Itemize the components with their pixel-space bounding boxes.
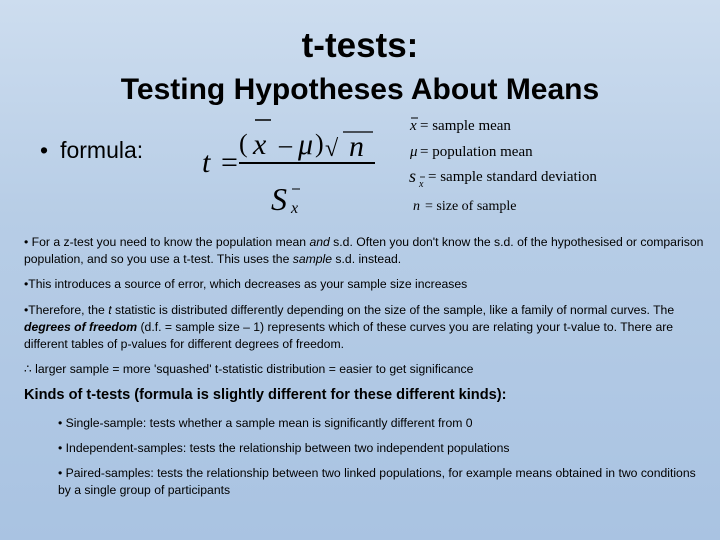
formula-equals: = <box>221 146 238 179</box>
formula-denominator-s: S <box>271 181 287 217</box>
formula-open-paren: ( <box>239 129 248 158</box>
p1-sample: sample <box>292 252 333 266</box>
p3-text-c: (d.f. = sample size – 1) represents which of these curves you are relating your t-value to. There are different tables of p-values for different degrees of freedom. <box>24 320 674 351</box>
kind-paired-samples: • Paired-samples: tests the relationship between two linked populations, for example means obtained in two conditions by a single group of participants <box>58 466 696 497</box>
p1-text-a: For a z-test you need to know the population mean <box>28 235 310 249</box>
formula-denominator-sub: x <box>291 200 299 217</box>
legend-xbar-symbol: x <box>410 118 417 134</box>
p1-text-c: s.d. instead. <box>332 252 402 266</box>
p3-dof: degrees of freedom <box>24 320 138 334</box>
slide-subtitle: Testing Hypotheses About Means <box>120 73 600 106</box>
sqrt-icon: √ <box>325 136 339 162</box>
legend-mu-symbol: μ <box>410 144 418 160</box>
therefore-icon: ∴ <box>24 362 32 376</box>
paragraph-larger-sample <box>24 361 704 378</box>
slide-title: t-tests: <box>301 26 419 65</box>
p3-t: t <box>108 303 112 317</box>
bullet-icon: • <box>40 137 49 163</box>
formula-label-text: formula: <box>60 137 144 163</box>
p1-text-b: s.d. Often you don't know the s.d. of the hypothesised or comparison population, and so you use a t-test. This uses the <box>24 235 704 266</box>
paragraph-degrees-of-freedom <box>24 302 704 353</box>
formula-close-paren: ) <box>315 129 324 158</box>
formula-xbar: x <box>253 128 267 161</box>
legend-mu-text: = population mean <box>420 144 533 160</box>
legend-n-symbol: n <box>413 199 420 214</box>
legend-xbar-text: = sample mean <box>420 118 511 134</box>
t-test-formula <box>195 110 615 222</box>
formula-n: n <box>349 130 364 163</box>
legend-s-symbol: s <box>409 166 417 186</box>
p3-text-a: •Therefore, the <box>24 303 109 317</box>
p1-and: and <box>309 235 330 249</box>
bullet-icon: • <box>24 235 29 249</box>
formula-mu: μ <box>298 128 314 161</box>
kind-single-sample: • Single-sample: tests whether a sample mean is significantly different from 0 <box>58 416 473 430</box>
paragraph-source-of-error: •This introduces a source of error, which decreases as your sample size increases <box>24 277 468 291</box>
paragraph-z-test <box>24 234 704 268</box>
kinds-heading: Kinds of t-tests (formula is slightly different for these different kinds): <box>24 387 507 403</box>
formula-t: t <box>202 146 211 179</box>
legend-s-text: = sample standard deviation <box>428 169 597 185</box>
formula-label <box>40 136 143 164</box>
p3-text-b: statistic is distributed differently depending on the size of the sample, like a family of normal curves. The <box>111 303 675 317</box>
legend-n-text: = size of sample <box>425 199 517 214</box>
kind-independent-samples: • Independent-samples: tests the relationship between two independent populations <box>58 441 510 455</box>
p4-text: larger sample = more 'squashed' t-statistic distribution = easier to get significance <box>31 362 474 376</box>
legend-s-sub: x <box>419 179 424 190</box>
formula-minus: – <box>279 130 292 159</box>
